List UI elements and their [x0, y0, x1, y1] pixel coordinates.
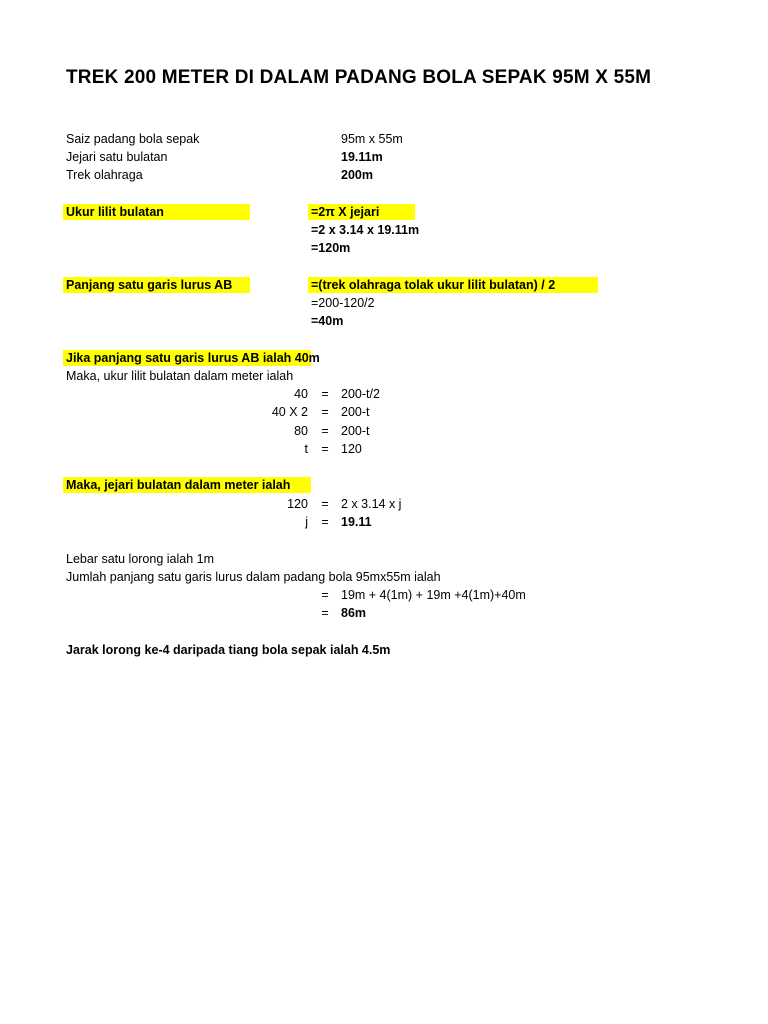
- lane-eq: =: [321, 606, 329, 620]
- reverse1-eq: =: [321, 442, 329, 456]
- spec-label-field-size: Saiz padang bola sepak: [66, 132, 200, 146]
- reverse2-eq: =: [321, 497, 329, 511]
- page-title: TREK 200 METER DI DALAM PADANG BOLA SEPAK 95M X 55M: [66, 67, 652, 88]
- straight-formula: =(trek olahraga tolak ukur lilit bulatan) / 2: [308, 277, 598, 293]
- spec-label-track: Trek olahraga: [66, 168, 143, 182]
- straight-label: Panjang satu garis lurus AB: [63, 277, 250, 293]
- reverse1-heading: Jika panjang satu garis lurus AB ialah 40m: [63, 350, 311, 366]
- spec-value-field-size: 95m x 55m: [341, 132, 403, 146]
- reverse2-rhs: 19.11: [341, 515, 372, 529]
- circumference-formula: =2π X jejari: [308, 204, 415, 220]
- lane-total-text: Jumlah panjang satu garis lurus dalam padang bola 95mx55m ialah: [66, 570, 441, 584]
- reverse1-eq: =: [321, 405, 329, 419]
- lane-width-text: Lebar satu lorong ialah 1m: [66, 552, 215, 566]
- reverse1-eq: =: [321, 424, 329, 438]
- reverse2-heading: Maka, jejari bulatan dalam meter ialah: [63, 477, 311, 493]
- reverse1-eq: =: [321, 387, 329, 401]
- circumference-result: =120m: [311, 241, 351, 255]
- reverse2-lhs: j: [305, 515, 308, 529]
- lane-eq: =: [321, 588, 329, 602]
- reverse2-eq: =: [321, 515, 329, 529]
- reverse1-subheading: Maka, ukur lilit bulatan dalam meter ialah: [66, 369, 294, 383]
- reverse1-rhs: 200-t: [341, 424, 370, 438]
- circumference-label: Ukur lilit bulatan: [63, 204, 250, 220]
- straight-step: =200-120/2: [311, 296, 375, 310]
- lane-rhs: 86m: [341, 606, 367, 620]
- reverse1-lhs: 80: [294, 424, 308, 438]
- reverse1-lhs: 40 X 2: [271, 405, 308, 419]
- lane-rhs: 19m + 4(1m) + 19m +4(1m)+40m: [341, 588, 526, 602]
- reverse1-rhs: 120: [341, 442, 362, 456]
- reverse1-lhs: 40: [294, 387, 308, 401]
- reverse1-lhs: t: [304, 442, 308, 456]
- spec-value-radius: 19.11m: [341, 150, 383, 164]
- circumference-step: =2 x 3.14 x 19.11m: [311, 223, 420, 237]
- straight-result: =40m: [311, 314, 344, 328]
- reverse2-lhs: 120: [287, 497, 308, 511]
- spec-value-track: 200m: [341, 168, 373, 182]
- conclusion-text: Jarak lorong ke-4 daripada tiang bola sepak ialah 4.5m: [66, 643, 391, 657]
- reverse1-rhs: 200-t/2: [341, 387, 380, 401]
- reverse2-rhs: 2 x 3.14 x j: [341, 497, 402, 511]
- reverse1-rhs: 200-t: [341, 405, 370, 419]
- spec-label-radius: Jejari satu bulatan: [66, 150, 168, 164]
